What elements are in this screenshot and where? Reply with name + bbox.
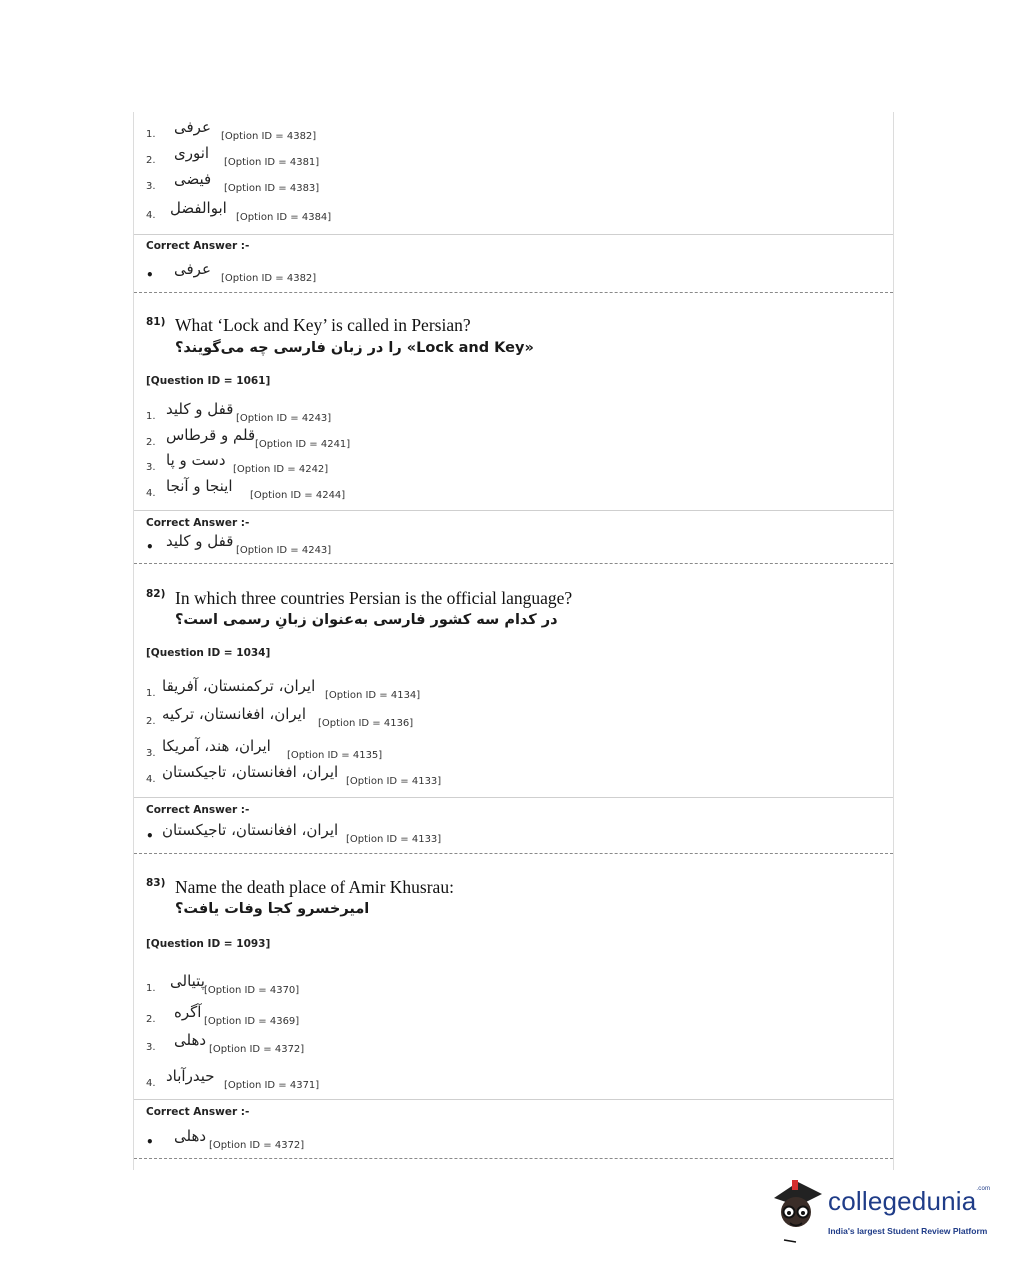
option-number: 3.	[146, 748, 156, 759]
option-number: 4.	[146, 1078, 156, 1089]
correct-answer-row	[146, 1125, 446, 1151]
option-text: ابوالفضل	[170, 199, 227, 217]
brand-text: collegedunia	[828, 1186, 977, 1216]
option-number: 1.	[146, 411, 156, 422]
option-number: 2.	[146, 437, 156, 448]
question-number: 81)	[146, 316, 166, 328]
question-id: [Question ID = 1093]	[146, 938, 271, 950]
option-number: 1.	[146, 129, 156, 140]
question-number: 83)	[146, 877, 166, 889]
option-row	[146, 398, 446, 424]
question-separator	[134, 563, 893, 564]
option-id: [Option ID = 4381]	[224, 157, 320, 168]
option-row	[146, 1065, 446, 1091]
option-row	[146, 197, 446, 223]
divider	[134, 797, 893, 798]
option-number: 3.	[146, 1042, 156, 1053]
option-text: عرفی	[174, 118, 211, 136]
option-text: دهلی	[174, 1031, 207, 1049]
option-id: [Option ID = 4136]	[318, 718, 414, 729]
bullet: •	[146, 540, 154, 554]
option-id: [Option ID = 4134]	[325, 690, 421, 701]
option-id: [Option ID = 4384]	[236, 212, 332, 223]
option-number: 2.	[146, 1014, 156, 1025]
question-text-persian: در کدام سه کشور فارسی به‌عنوان زبانِ رسمی است؟	[175, 612, 558, 628]
correct-answer-label: Correct Answer :-	[146, 1106, 250, 1118]
option-id: [Option ID = 4383]	[224, 183, 320, 194]
option-id: [Option ID = 4372]	[209, 1044, 305, 1055]
option-row	[146, 168, 446, 194]
option-number: 4.	[146, 488, 156, 499]
option-text: قفل و کلید	[166, 400, 234, 418]
divider	[134, 234, 893, 235]
option-text: فیضی	[174, 170, 212, 188]
correct-answer-text: ایران، افغانستان، تاجیکستان	[162, 821, 339, 839]
option-id: [Option ID = 4244]	[250, 490, 346, 501]
option-text: ایران، افغانستان، تاجیکستان	[162, 763, 339, 781]
option-row	[146, 1029, 446, 1055]
option-row	[146, 735, 466, 761]
option-id: [Option ID = 4371]	[224, 1080, 320, 1091]
option-row	[146, 475, 446, 501]
correct-answer-id: [Option ID = 4372]	[209, 1140, 305, 1151]
option-row	[146, 116, 446, 142]
bullet: •	[146, 829, 154, 843]
correct-answer-row	[146, 258, 446, 284]
correct-answer-label: Correct Answer :-	[146, 804, 250, 816]
option-id: [Option ID = 4243]	[236, 413, 332, 424]
option-number: 1.	[146, 688, 156, 699]
option-row	[146, 424, 446, 450]
correct-answer-text: دهلی	[174, 1127, 207, 1145]
question-text-persian: «Lock and Key» را در زبان فارسی چه می‌گویند؟	[175, 340, 534, 356]
collegedunia-logo	[768, 1176, 998, 1246]
question-text-persian: امیرخسرو کجا وفات یافت؟	[175, 901, 370, 917]
question-text-english: What ‘Lock and Key’ is called in Persian?	[175, 315, 471, 335]
option-number: 1.	[146, 983, 156, 994]
correct-answer-label: Correct Answer :-	[146, 517, 250, 529]
option-row	[146, 703, 466, 729]
option-id: [Option ID = 4133]	[346, 776, 442, 787]
option-text: پتیالی	[170, 972, 205, 990]
brand-tagline: India's largest Student Review Platform	[828, 1226, 988, 1236]
correct-answer-id: [Option ID = 4243]	[236, 545, 332, 556]
option-number: 3.	[146, 462, 156, 473]
option-id: [Option ID = 4241]	[255, 439, 351, 450]
option-text: ایران، هند، آمریکا	[162, 737, 271, 755]
correct-answer-id: [Option ID = 4133]	[346, 834, 442, 845]
option-number: 3.	[146, 181, 156, 192]
option-text: ایران، افغانستان، ترکیه	[162, 705, 306, 723]
question-text-english: In which three countries Persian is the official language?	[175, 588, 573, 608]
option-id: [Option ID = 4369]	[204, 1016, 300, 1027]
question-separator	[134, 1158, 893, 1159]
correct-answer-row	[146, 530, 446, 556]
brand-name	[828, 1186, 990, 1217]
option-id: [Option ID = 4135]	[287, 750, 383, 761]
brand-suffix: .com	[976, 1186, 991, 1192]
correct-answer-id: [Option ID = 4382]	[221, 273, 317, 284]
question-separator	[134, 292, 893, 293]
divider	[134, 1099, 893, 1100]
correct-answer-row	[146, 819, 466, 845]
option-text: قلم و قرطاس	[166, 426, 256, 444]
option-row	[146, 675, 466, 701]
question-id: [Question ID = 1061]	[146, 375, 271, 387]
option-text: آگره	[174, 1003, 202, 1021]
option-text: حیدرآباد	[166, 1067, 215, 1085]
option-number: 2.	[146, 716, 156, 727]
option-number: 4.	[146, 210, 156, 221]
option-row	[146, 761, 466, 787]
question-text-english: Name the death place of Amir Khusrau:	[175, 877, 454, 897]
option-text: ایران، ترکمنستان، آفریقا	[162, 677, 316, 695]
option-number: 4.	[146, 774, 156, 785]
bullet: •	[146, 1135, 154, 1149]
option-row	[146, 970, 446, 996]
option-row	[146, 142, 446, 168]
option-number: 2.	[146, 155, 156, 166]
option-row	[146, 1001, 446, 1027]
option-id: [Option ID = 4242]	[233, 464, 329, 475]
question-number: 82)	[146, 588, 166, 600]
option-id: [Option ID = 4382]	[221, 131, 317, 142]
option-text: انوری	[174, 144, 210, 162]
correct-answer-text: قفل و کلید	[166, 532, 234, 550]
divider	[134, 510, 893, 511]
question-separator	[134, 853, 893, 854]
correct-answer-text: عرفی	[174, 260, 211, 278]
question-id: [Question ID = 1034]	[146, 647, 271, 659]
option-text: اینجا و آنجا	[166, 477, 233, 495]
option-id: [Option ID = 4370]	[204, 985, 300, 996]
mascot-icon	[768, 1176, 826, 1246]
option-text: دست و پا	[166, 451, 226, 469]
exam-page	[133, 112, 894, 1170]
correct-answer-label: Correct Answer :-	[146, 240, 250, 252]
bullet: •	[146, 268, 154, 282]
option-row	[146, 449, 446, 475]
